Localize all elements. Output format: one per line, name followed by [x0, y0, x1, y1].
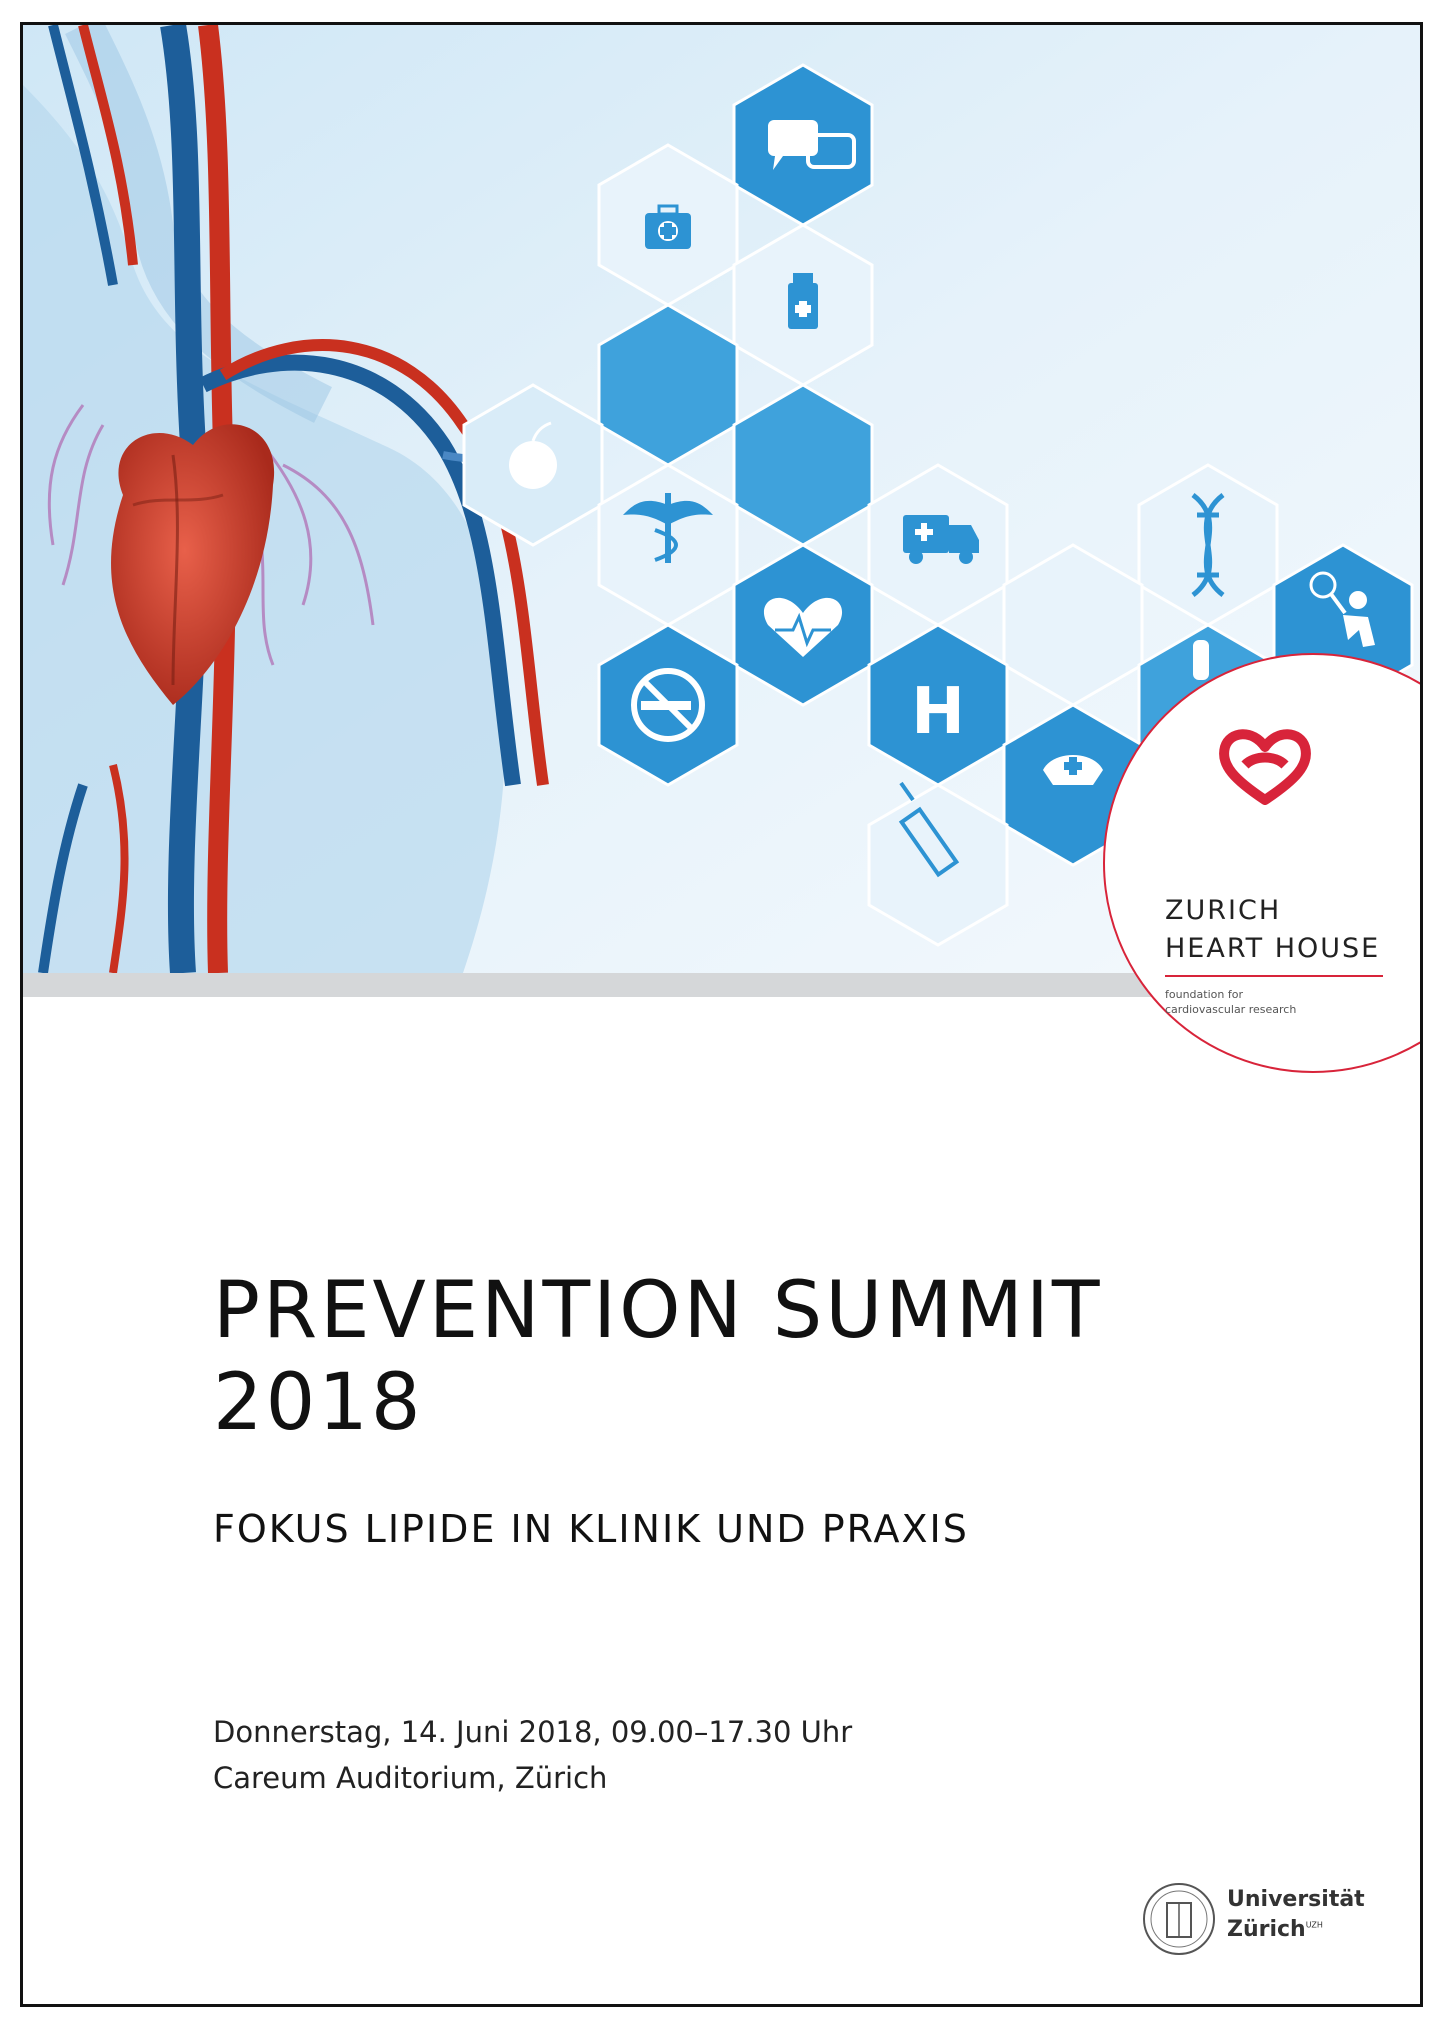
event-date-time: Donnerstag, 14. Juni 2018, 09.00–17.30 Uhr	[213, 1715, 853, 1749]
event-venue: Careum Auditorium, Zürich	[213, 1761, 608, 1795]
university-name-line2	[1227, 1917, 1323, 1942]
event-title	[213, 1265, 1103, 1449]
zhh-tagline: foundation for cardiovascular research	[1165, 988, 1297, 1016]
test-tube-icon	[1193, 640, 1209, 680]
zhh-name-line1: ZURICH	[1165, 895, 1282, 926]
university-city: Zürich	[1227, 1917, 1306, 1942]
hospital-icon: H	[911, 675, 965, 749]
title-line2: 2018	[213, 1358, 424, 1448]
zhh-rule	[1165, 975, 1383, 977]
poster	[20, 22, 1423, 2007]
zhh-name-line2: HEART HOUSE	[1165, 933, 1381, 964]
event-subtitle: FOKUS LIPIDE IN KLINIK UND PRAXIS	[213, 1507, 969, 1551]
university-mark: UZH	[1305, 1920, 1323, 1930]
title-line1: PREVENTION SUMMIT	[213, 1266, 1103, 1356]
university-seal-icon	[1141, 1881, 1217, 1957]
university-logo	[1141, 1881, 1401, 1967]
university-name-line1: Universität	[1227, 1887, 1365, 1912]
heart-logo-icon	[1215, 725, 1315, 805]
